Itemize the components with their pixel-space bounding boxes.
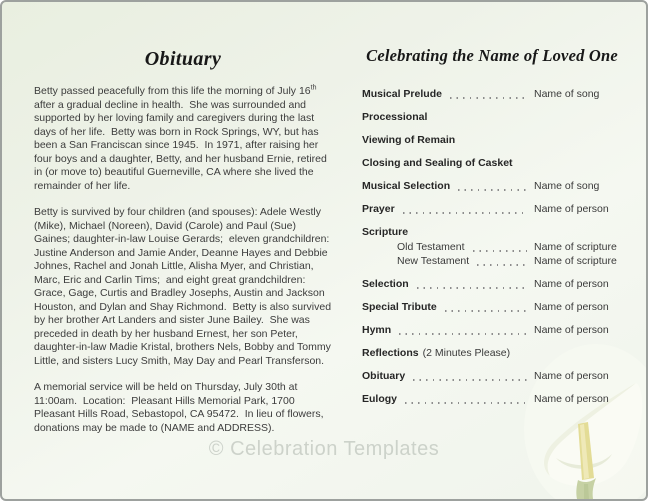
service-value: Name of person [534, 301, 609, 313]
service-row-scripture [362, 226, 622, 239]
obituary-paragraph-1 [34, 85, 332, 193]
service-row-musical-prelude [362, 88, 622, 101]
obituary-paragraph-1-rest: after a gradual decline in health. She was surrounded and supported by her loving family and caregivers during the last days of her life. Betty was born in Rock Springs, WY, but has been a San Franciscan since 1945. In 1971, after raising her four boys and a daughter, Betty, and her husband Ernie, retired in (or move to) beautiful Guerneville, CA where she lived the remainder of her life. [34, 85, 330, 192]
obituary-paragraph-1-text: Betty passed peacefully from this life the morning of July 16 [34, 85, 311, 97]
service-row-old-testament [362, 241, 622, 254]
service-row-hymn [362, 324, 622, 337]
service-label: Hymn [362, 324, 392, 336]
dotted-leader [445, 310, 528, 312]
service-row-obituary [362, 370, 622, 383]
obituary-page [34, 48, 332, 448]
obituary-paragraph-2: Betty is survived by four children (and spouses): Adele Westly (Mike), Michael (Noreen), David (Carole) and Paul (Sue) Gaines; daughter-in-law Louise Gerards; eleven grandchildren: Justine Anderson and Jamie Ander, Deanne Hayes and Debbie Johnes, Rachel and Jonah Little, Alisha Myer, and Christian, Marc, Eric and Carlin Tims; and eight great grandchildren: Grace, Gage, Curtis and Bradley Josephs, Austin and Jackson Houston, and Dylan and Shay Richmond. Betty is also survived by her brother Art Landers and sister June Bailey. She was preceded in death by her husband Ernest, her son Peter, daughter-in-law Madie Kristal, brothers Nels, Bobby and Tommy Little, and sisters Lucy Smith, May Day and Pearl Transferson. [34, 206, 334, 367]
service-label: Special Tribute [362, 301, 437, 313]
service-label: Reflections [362, 347, 419, 359]
service-value: Name of person [534, 370, 609, 382]
service-row-eulogy [362, 393, 622, 406]
service-row-selection [362, 278, 622, 291]
dotted-leader [405, 402, 528, 404]
dotted-leader [473, 250, 528, 252]
service-label: Viewing of Remain [362, 134, 456, 146]
service-value: Name of scripture [534, 255, 617, 267]
service-label: Musical Selection [362, 180, 451, 192]
dotted-leader [399, 333, 528, 335]
service-row-special-tribute [362, 301, 622, 314]
service-label: Eulogy [362, 393, 398, 405]
dotted-leader [417, 287, 528, 289]
dotted-leader [458, 189, 528, 191]
service-value: Name of person [534, 203, 609, 215]
service-row-processional [362, 111, 622, 124]
service-value: Name of person [534, 393, 609, 405]
service-value: Name of song [534, 88, 600, 100]
service-value: Name of person [534, 324, 609, 336]
service-label: Scripture [362, 226, 409, 238]
service-label: New Testament [397, 255, 470, 267]
service-label: Closing and Sealing of Casket [362, 157, 513, 169]
dotted-leader [477, 264, 528, 266]
service-row-reflections [362, 347, 622, 360]
service-title: Celebrating the Name of Loved One [366, 46, 618, 65]
ordinal-superscript: th [310, 84, 317, 92]
dotted-leader [403, 212, 528, 214]
service-label: Prayer [362, 203, 395, 215]
obituary-title: Obituary [144, 48, 222, 70]
service-label: Selection [362, 278, 409, 290]
service-label: Processional [362, 111, 428, 123]
service-value: Name of scripture [534, 241, 617, 253]
service-row-new-testament [362, 255, 622, 268]
service-order-page [362, 46, 622, 416]
dotted-leader [413, 379, 528, 381]
watermark: © Celebration Templates [208, 438, 440, 460]
service-label: Old Testament [397, 241, 465, 253]
service-row-musical-selection [362, 180, 622, 193]
service-row-closing-and-sealing [362, 157, 622, 170]
service-value: Name of song [534, 180, 600, 192]
service-note: (2 Minutes Please) [422, 347, 511, 359]
service-row-viewing-of-remain [362, 134, 622, 147]
service-label: Obituary [362, 370, 406, 382]
service-label: Musical Prelude [362, 88, 442, 100]
dotted-leader [450, 97, 528, 99]
obituary-paragraph-3: A memorial service will be held on Thursday, July 30th at 11:00am. Location: Pleasant Hills Memorial Park, 1700 Pleasant Hills Road, Sebastopol, CA 95472. In lieu of flowers, donations may be made to (NAME and ADDRESS). [34, 381, 327, 434]
service-row-prayer [362, 203, 622, 216]
service-value: Name of person [534, 278, 609, 290]
